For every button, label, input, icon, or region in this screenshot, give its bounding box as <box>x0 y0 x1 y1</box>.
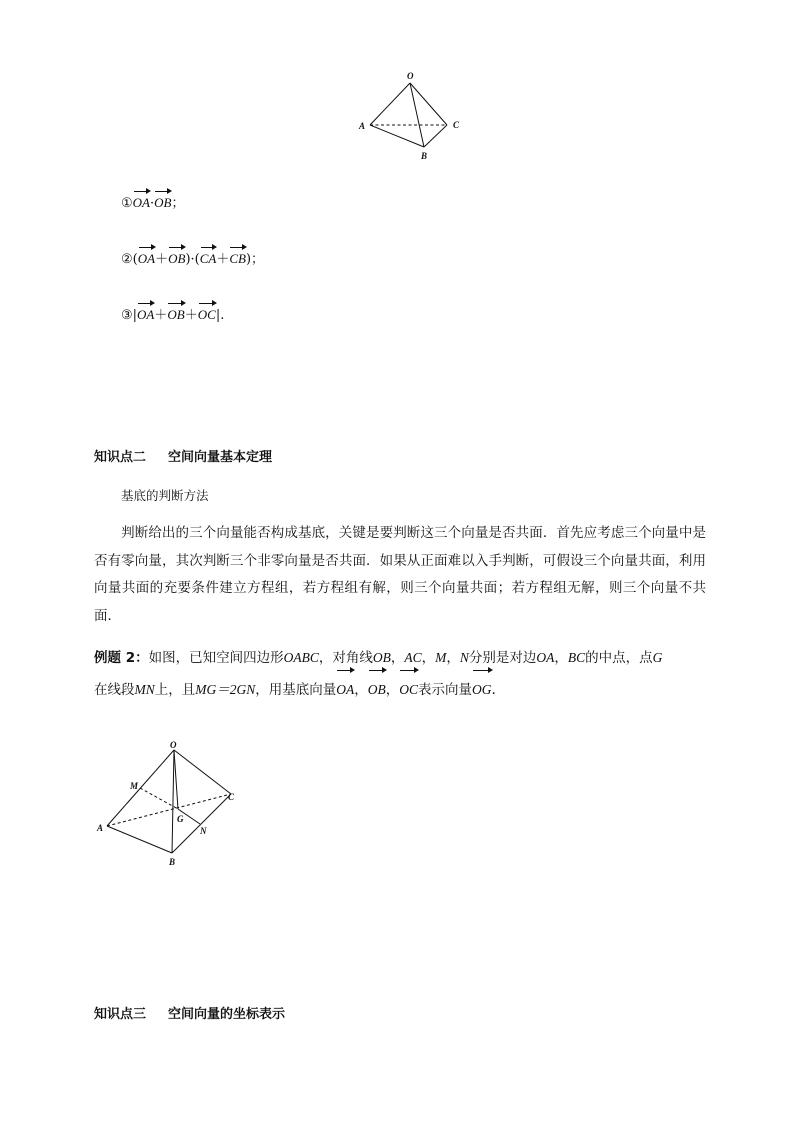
math-ob: OB <box>372 650 391 665</box>
abs-bar-close: |. <box>215 308 225 323</box>
dot-operator: · <box>150 196 155 211</box>
point-label-g: G <box>177 814 184 824</box>
section-title: 空间向量基本定理 <box>168 450 273 465</box>
vector-og: OG <box>472 674 492 705</box>
vertex-label-o: O <box>170 740 177 750</box>
paren-open: ( <box>132 252 138 267</box>
vertex-label-c: C <box>228 792 235 802</box>
question-item-3 <box>121 304 224 323</box>
section-label: 知识点三 <box>94 1007 147 1022</box>
plus-operator: ＋ <box>184 308 198 323</box>
quadrilateral-figure-2 <box>94 738 254 874</box>
vector-ob: OB <box>167 307 185 322</box>
vertex-label-c: C <box>453 120 460 130</box>
text: ， <box>446 650 460 666</box>
math-oa: OA <box>536 650 555 665</box>
vertex-label-b: B <box>169 857 176 867</box>
vector-oa: OA <box>137 251 156 266</box>
item-marker: ① <box>121 196 133 211</box>
vertex-label-a: A <box>97 823 104 833</box>
abs-bar-open: | <box>132 308 138 323</box>
text: ，用基底向量 <box>255 682 337 698</box>
plus-operator: ＋ <box>155 252 169 267</box>
paragraph-text: 判断给出的三个向量能否构成基底，关键是要判断这三个向量是否共面．首先应考虑三个向量中是否有零向量，其次判断三个非零向量是否共面．如果从正面难以入手判断，可假设三个向量共面，利用向量共面的充要条件建立方程组，若方程组有解，则三个向量共面；若方程组无解，则三个向量不共面． <box>94 525 706 624</box>
math-n: N <box>459 650 469 665</box>
math-oabc: OABC <box>283 650 319 665</box>
dot-operator: )·( <box>185 252 200 267</box>
vertex-label-b: B <box>421 151 428 161</box>
tetrahedron-figure-1 <box>352 68 474 164</box>
text: ， <box>385 682 400 698</box>
subheading: 基底的判断方法 <box>121 488 209 503</box>
question-item-2 <box>121 248 264 267</box>
vector-ob: OB <box>154 195 172 210</box>
point-label-n: N <box>200 826 207 836</box>
text: ， <box>554 650 568 666</box>
math-bc: BC <box>567 650 586 665</box>
text: 分别是对边 <box>468 650 537 666</box>
vector-ca: CA <box>199 251 217 266</box>
math-mn: MN <box>134 682 155 697</box>
vector-oc: OC <box>197 307 216 322</box>
section-label: 知识点二 <box>94 450 147 465</box>
punctuation: ； <box>171 196 185 211</box>
text: 如图，已知空间四边形 <box>148 650 284 666</box>
item-marker: ② <box>121 252 133 267</box>
math-m: M <box>435 650 447 665</box>
method-paragraph <box>94 520 706 630</box>
text: ， <box>354 682 368 698</box>
math-g: G <box>652 650 663 665</box>
example-2 <box>94 642 706 706</box>
punctuation: )； <box>245 252 265 267</box>
vector-oa: OA <box>336 674 354 705</box>
section-heading-2 <box>94 446 272 465</box>
vertex-label-o: O <box>407 71 414 81</box>
item-marker: ③ <box>121 308 133 323</box>
text: 的中点，点 <box>585 650 653 666</box>
text: ， <box>390 650 405 666</box>
vector-cb: CB <box>229 251 246 266</box>
vertex-label-a: A <box>359 121 366 131</box>
question-item-1 <box>121 192 185 211</box>
text: ，对角线 <box>318 650 373 666</box>
example-label: 例题 2： <box>94 650 149 666</box>
plus-operator: ＋ <box>216 252 230 267</box>
vector-oa: OA <box>132 195 150 210</box>
math-mg-eq: MG＝2GN <box>195 682 256 697</box>
text: 表示向量 <box>418 682 473 698</box>
vector-oa: OA <box>137 307 155 322</box>
vertex-label-m: M <box>130 781 139 791</box>
section-heading-3 <box>94 1003 285 1022</box>
vector-ob: OB <box>368 674 386 705</box>
vector-ob: OB <box>168 251 186 266</box>
section-title: 空间向量的坐标表示 <box>168 1007 286 1022</box>
text: 在线段 <box>94 682 135 698</box>
text: 上，且 <box>154 682 196 698</box>
plus-operator: ＋ <box>154 308 168 323</box>
text: . <box>491 682 496 698</box>
vector-oc: OC <box>399 674 418 705</box>
text: ， <box>421 650 436 666</box>
math-ac: AC <box>404 650 422 665</box>
